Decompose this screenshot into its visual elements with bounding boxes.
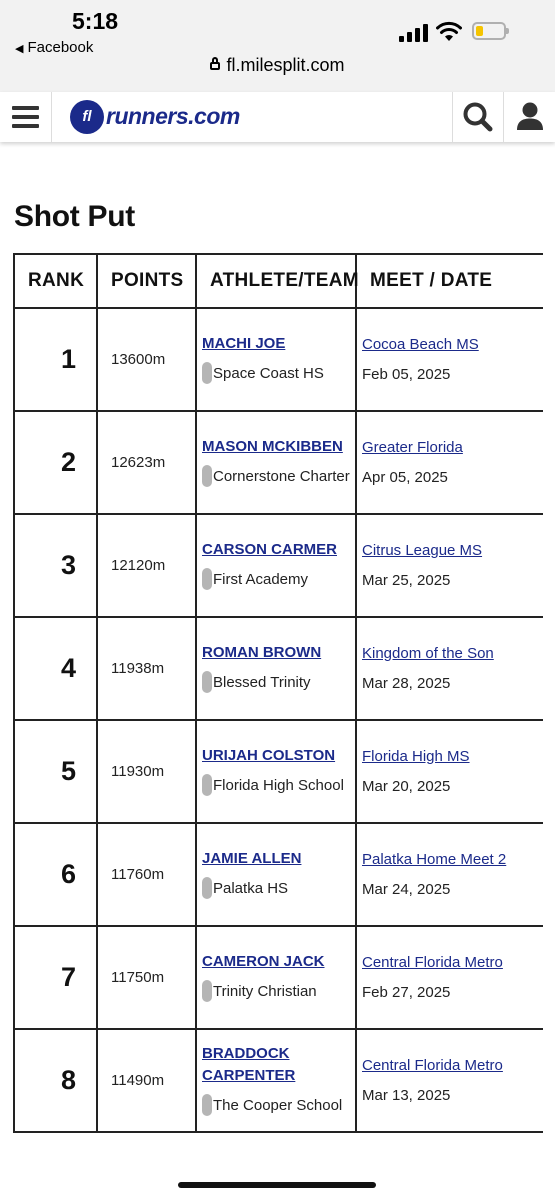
meet-date: Mar 20, 2025 bbox=[362, 777, 451, 795]
team-label bbox=[202, 878, 355, 900]
meet-date-cell bbox=[356, 720, 543, 823]
athlete-team-cell bbox=[196, 617, 356, 720]
logo-mark: fl bbox=[70, 100, 104, 134]
rank-cell: 8 bbox=[14, 1029, 97, 1132]
rank-column-header: RANK bbox=[14, 254, 97, 308]
athlete-team-cell bbox=[196, 1029, 356, 1132]
url-text: fl.milesplit.com bbox=[226, 55, 345, 75]
meet-name-link[interactable]: Kingdom of the Son bbox=[362, 644, 494, 662]
meet-date: Mar 24, 2025 bbox=[362, 880, 451, 898]
meet-date: Mar 13, 2025 bbox=[362, 1086, 451, 1104]
meet-name-link[interactable]: Cocoa Beach MS bbox=[362, 335, 479, 353]
user-icon bbox=[504, 92, 555, 142]
team-label bbox=[202, 775, 355, 797]
athlete-name-link[interactable]: CARSON CARMER bbox=[202, 541, 337, 559]
lock-icon bbox=[210, 62, 220, 70]
team-name: Florida High School bbox=[213, 777, 344, 795]
rank-cell: 3 bbox=[14, 514, 97, 617]
athlete-name-link[interactable]: URIJAH COLSTON bbox=[202, 747, 336, 765]
meet-date: Mar 25, 2025 bbox=[362, 571, 451, 589]
team-label bbox=[202, 672, 355, 694]
site-header bbox=[0, 92, 555, 142]
meet-date-cell bbox=[356, 308, 543, 411]
home-indicator bbox=[178, 1182, 376, 1188]
rankings-table-container bbox=[13, 253, 543, 1135]
browser-chrome bbox=[0, 0, 555, 93]
points-cell: 11938m bbox=[97, 617, 196, 720]
team-logo-placeholder-icon bbox=[202, 362, 212, 384]
meet-date-cell bbox=[356, 514, 543, 617]
points-cell: 12623m bbox=[97, 411, 196, 514]
table-row bbox=[14, 823, 543, 926]
team-label bbox=[202, 981, 355, 1003]
rankings-table bbox=[13, 253, 543, 1133]
athlete-team-cell bbox=[196, 926, 356, 1029]
athlete-name-link[interactable]: CAMERON JACK bbox=[202, 953, 325, 971]
back-arrow-icon: ◀ bbox=[15, 43, 24, 55]
team-label bbox=[202, 363, 355, 385]
table-row bbox=[14, 411, 543, 514]
rank-cell: 7 bbox=[14, 926, 97, 1029]
points-cell: 12120m bbox=[97, 514, 196, 617]
hamburger-menu-icon[interactable] bbox=[0, 92, 52, 142]
team-logo-placeholder-icon bbox=[202, 465, 212, 487]
meet-date-cell bbox=[356, 617, 543, 720]
team-label bbox=[202, 569, 355, 591]
points-cell: 11930m bbox=[97, 720, 196, 823]
back-app-label: Facebook bbox=[27, 39, 94, 56]
meet-date-cell bbox=[356, 1029, 543, 1132]
table-row bbox=[14, 308, 543, 411]
athlete-name-link[interactable]: MASON MCKIBBEN bbox=[202, 438, 343, 456]
meet-date-cell bbox=[356, 411, 543, 514]
athlete-team-cell bbox=[196, 514, 356, 617]
team-name: Space Coast HS bbox=[213, 365, 324, 383]
team-name: The Cooper School bbox=[213, 1097, 343, 1115]
meet-name-link[interactable]: Citrus League MS bbox=[362, 541, 483, 559]
team-logo-placeholder-icon bbox=[202, 980, 212, 1002]
athlete-name-link[interactable]: ROMAN BROWN bbox=[202, 644, 322, 662]
user-account-button[interactable] bbox=[503, 92, 555, 142]
table-header-row bbox=[14, 254, 543, 308]
meet-date-column-header: MEET / DATE bbox=[356, 254, 543, 308]
team-name: Palatka HS bbox=[213, 880, 289, 898]
athlete-team-cell bbox=[196, 720, 356, 823]
points-cell: 11760m bbox=[97, 823, 196, 926]
table-row bbox=[14, 617, 543, 720]
team-logo-placeholder-icon bbox=[202, 671, 212, 693]
team-logo-placeholder-icon bbox=[202, 877, 212, 899]
points-column-header: POINTS bbox=[97, 254, 196, 308]
athlete-team-cell bbox=[196, 308, 356, 411]
team-name: Trinity Christian bbox=[213, 983, 317, 1001]
meet-date: Feb 27, 2025 bbox=[362, 983, 451, 1001]
athlete-team-cell bbox=[196, 823, 356, 926]
meet-date: Feb 05, 2025 bbox=[362, 365, 451, 383]
athlete-team-column-header: ATHLETE/TEAM bbox=[196, 254, 356, 308]
meet-name-link[interactable]: Central Florida Metro bbox=[362, 1056, 503, 1074]
logo-wordmark: runners.com bbox=[106, 103, 240, 129]
athlete-name-link[interactable]: JAMIE ALLEN bbox=[202, 850, 302, 868]
page-title: Shot Put bbox=[14, 200, 135, 233]
meet-date-cell bbox=[356, 823, 543, 926]
meet-date-cell bbox=[356, 926, 543, 1029]
meet-date: Apr 05, 2025 bbox=[362, 468, 448, 486]
table-row bbox=[14, 720, 543, 823]
battery-icon bbox=[472, 22, 506, 40]
search-button[interactable] bbox=[452, 92, 504, 142]
team-label bbox=[202, 1095, 355, 1117]
rank-cell: 5 bbox=[14, 720, 97, 823]
team-name: Blessed Trinity bbox=[213, 674, 311, 692]
meet-name-link[interactable]: Greater Florida bbox=[362, 438, 463, 456]
search-icon bbox=[453, 92, 504, 142]
meet-name-link[interactable]: Florida High MS bbox=[362, 747, 470, 765]
team-logo-placeholder-icon bbox=[202, 1094, 212, 1116]
battery-level bbox=[476, 26, 483, 36]
points-cell: 11490m bbox=[97, 1029, 196, 1132]
rank-cell: 4 bbox=[14, 617, 97, 720]
team-name: Cornerstone Charter bbox=[213, 468, 350, 486]
rank-cell: 1 bbox=[14, 308, 97, 411]
wifi-icon bbox=[436, 20, 462, 42]
meet-date: Mar 28, 2025 bbox=[362, 674, 451, 692]
team-name: First Academy bbox=[213, 571, 309, 589]
athlete-name-link[interactable]: BRADDOCK CARPENTER bbox=[202, 1045, 296, 1085]
athlete-name-link[interactable]: MACHI JOE bbox=[202, 335, 286, 353]
table-row bbox=[14, 926, 543, 1029]
rank-cell: 2 bbox=[14, 411, 97, 514]
points-cell: 13600m bbox=[97, 308, 196, 411]
status-time: 5:18 bbox=[72, 8, 119, 34]
rank-cell: 6 bbox=[14, 823, 97, 926]
points-cell: 11750m bbox=[97, 926, 196, 1029]
back-to-app-link[interactable] bbox=[15, 39, 93, 56]
address-bar[interactable] bbox=[0, 55, 555, 76]
team-logo-placeholder-icon bbox=[202, 774, 212, 796]
meet-name-link[interactable]: Central Florida Metro bbox=[362, 953, 503, 971]
team-label bbox=[202, 466, 355, 488]
athlete-team-cell bbox=[196, 411, 356, 514]
meet-name-link[interactable]: Palatka Home Meet 2 bbox=[362, 850, 507, 868]
table-row bbox=[14, 1029, 543, 1132]
team-logo-placeholder-icon bbox=[202, 568, 212, 590]
cellular-signal-icon bbox=[399, 24, 429, 42]
table-row bbox=[14, 514, 543, 617]
